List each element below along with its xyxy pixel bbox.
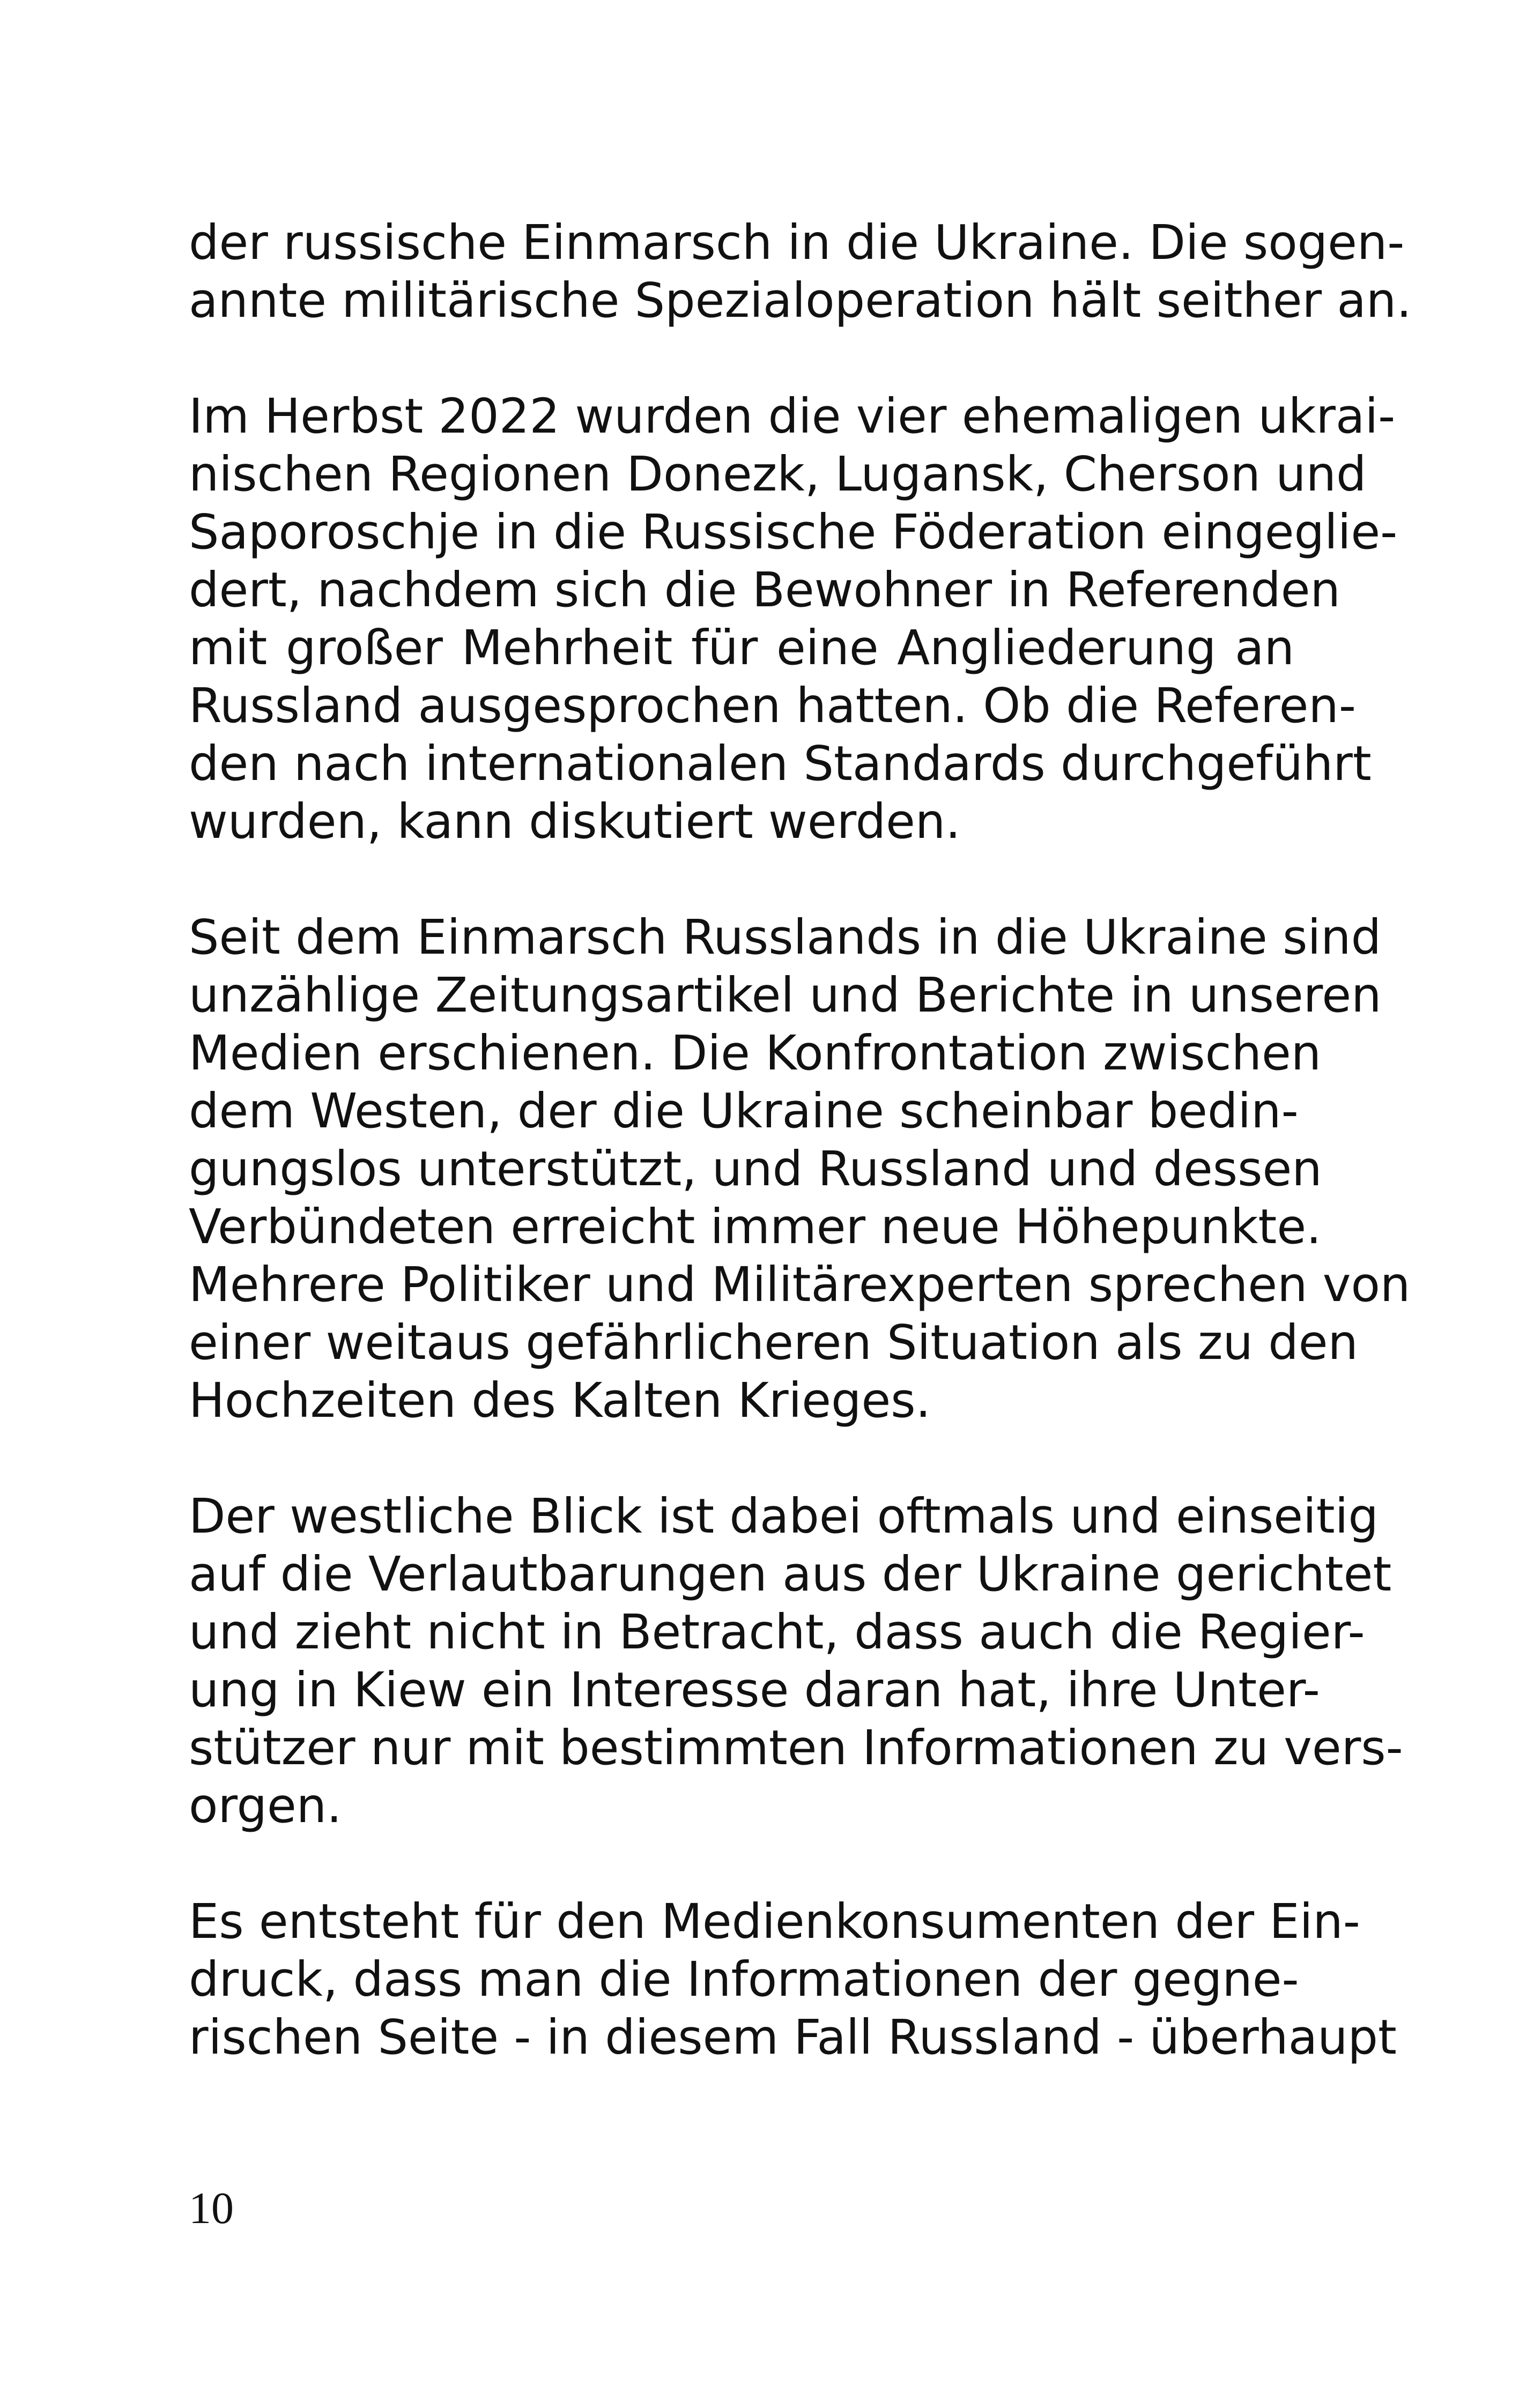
text-line: Medien erschienen. Die Konfrontation zwischen (189, 1025, 1322, 1081)
text-line: einer weitaus gefährlicheren Situation als zu den (189, 1314, 1358, 1370)
text-line: druck, dass man die Informationen der gegne- (189, 1951, 1299, 2007)
paragraph-5 (189, 1892, 1397, 2066)
text-line: Es entsteht für den Medienkonsumenten der Ein- (189, 1893, 1360, 1949)
text-line: rischen Seite - in diesem Fall Russland - überhaupt (189, 2009, 1397, 2065)
paragraph-1 (189, 213, 1412, 329)
text-line: stützer nur mit bestimmten Informationen zu vers- (189, 1720, 1403, 1775)
text-line: dert, nachdem sich die Bewohner in Referenden (189, 562, 1340, 618)
text-line: unzählige Zeitungsartikel und Berichte in unseren (189, 967, 1382, 1023)
text-line: Saporoschje in die Russische Föderation eingeglie- (189, 504, 1398, 560)
text-line: Der westliche Blick ist dabei oftmals und einseitig (189, 1488, 1379, 1544)
text-line: den nach internationalen Standards durchgeführt (189, 735, 1372, 791)
text-line: Russland ausgesprochen hatten. Ob die Referen- (189, 678, 1356, 733)
text-line: annte militärische Spezialoperation hält seither an. (189, 272, 1412, 328)
text-line: orgen. (189, 1778, 342, 1833)
text-line: Seit dem Einmarsch Russlands in die Ukraine sind (189, 909, 1382, 965)
text-line: mit großer Mehrheit für eine Angliederung an (189, 620, 1294, 675)
paragraph-3 (189, 908, 1411, 1429)
text-line: gungslos unterstützt, und Russland und dessen (189, 1141, 1322, 1196)
text-line: wurden, kann diskutiert werden. (189, 793, 961, 849)
text-line: Mehrere Politiker und Militärexperten sprechen von (189, 1257, 1411, 1312)
text-line: dem Westen, der die Ukraine scheinbar bedin- (189, 1083, 1299, 1139)
paragraph-4 (189, 1487, 1403, 1834)
text-line: und zieht nicht in Betracht, dass auch die Regier- (189, 1604, 1365, 1660)
text-line: Hochzeiten des Kalten Krieges. (189, 1372, 931, 1428)
paragraph-2 (189, 387, 1398, 850)
body-text (189, 213, 1412, 2066)
text-line: der russische Einmarsch in die Ukraine. Die sogen- (189, 214, 1405, 270)
page-number: 10 (189, 2183, 234, 2233)
text-line: auf die Verlautbarungen aus der Ukraine gerichtet (189, 1546, 1392, 1602)
text-line: ung in Kiew ein Interesse daran hat, ihre Unter- (189, 1662, 1320, 1718)
text-line: Im Herbst 2022 wurden die vier ehemaligen ukrai- (189, 388, 1396, 444)
text-line: Verbündeten erreicht immer neue Höhepunkte. (189, 1199, 1322, 1254)
text-line: nischen Regionen Donezk, Lugansk, Cherson und (189, 446, 1367, 502)
